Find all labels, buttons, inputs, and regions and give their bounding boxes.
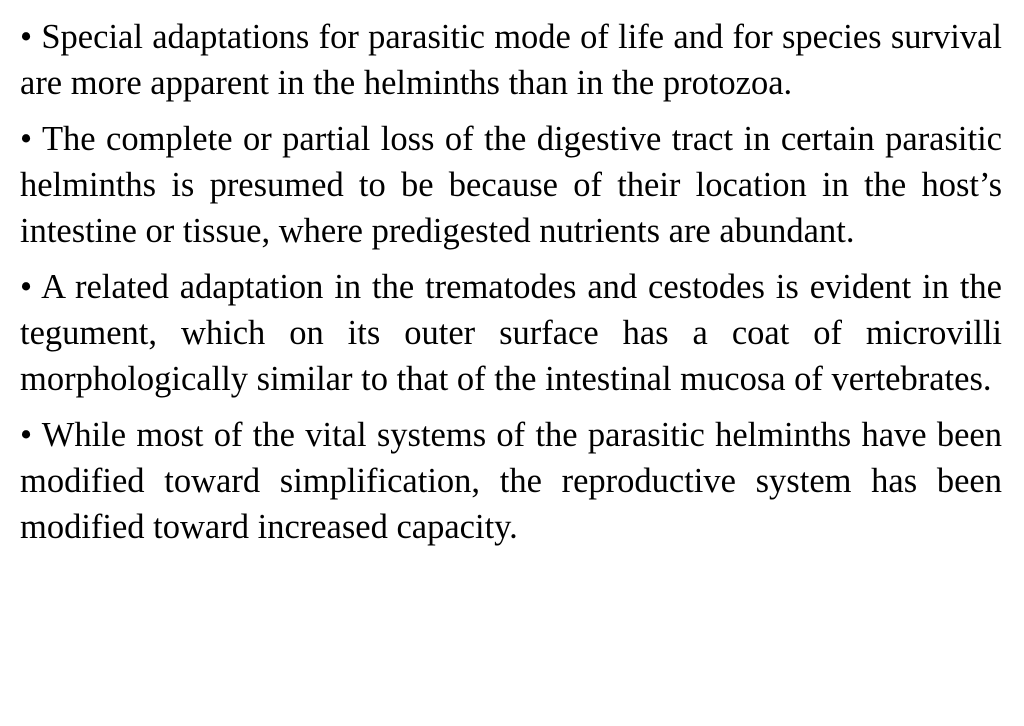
bullet-list	[20, 14, 1002, 550]
bullet-item-1	[20, 14, 1002, 106]
bullet-item-4	[20, 412, 1002, 550]
bullet-text: While most of the vital systems of the parasitic helminths have been modified toward simplification, the reproductive system has been modified toward increased capacity.	[20, 416, 1002, 546]
bullet-text: The complete or partial loss of the digestive tract in certain parasitic helminths is presumed to be because of their location in the host’s intestine or tissue, where predigested nutrients are abundant.	[20, 120, 1002, 250]
bullet-item-3	[20, 264, 1002, 402]
bullet-item-2	[20, 116, 1002, 254]
bullet-marker: •	[20, 120, 33, 158]
bullet-marker: •	[20, 18, 33, 56]
bullet-text: Special adaptations for parasitic mode of life and for species survival are more apparent in the helminths than in the protozoa.	[20, 18, 1002, 102]
bullet-marker: •	[20, 416, 33, 454]
bullet-marker: •	[20, 268, 33, 306]
bullet-text: A related adaptation in the trematodes and cestodes is evident in the tegument, which on its outer surface has a coat of microvilli morphologically similar to that of the intestinal mucosa of vertebrates.	[20, 268, 1002, 398]
